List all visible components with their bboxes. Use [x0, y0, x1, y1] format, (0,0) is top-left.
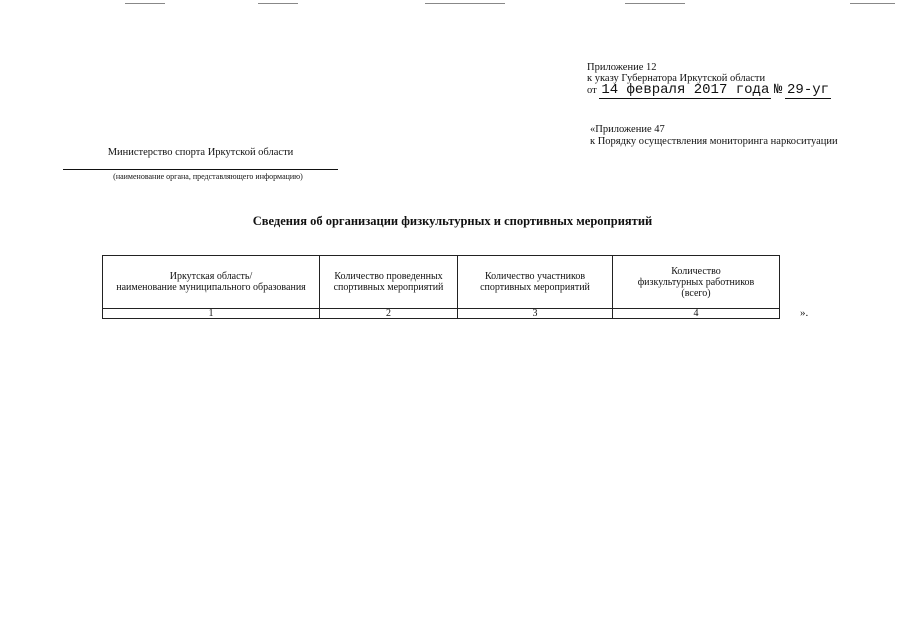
- header-workers-count: [613, 256, 780, 309]
- decree-number: 29-уг: [787, 82, 830, 98]
- data-table: [102, 255, 780, 319]
- ministry-underline: [63, 169, 338, 170]
- document-title: Сведения об организации физкультурных и спортивных мероприятий: [252, 214, 653, 228]
- ministry-name: Министерство спорта Иркутской области: [107, 147, 294, 158]
- header-participants-count: [458, 256, 613, 309]
- appendix-47-ref: к Порядку осуществления мониторинга наркоситуации: [590, 136, 838, 147]
- appendix-number: Приложение 12: [587, 62, 657, 73]
- header-region-label: Иркутская область/ наименование муниципального образования: [116, 271, 306, 293]
- decree-prefix: от: [587, 85, 597, 96]
- header-workers-count-label: Количество физкультурных работников (всего): [637, 265, 755, 299]
- decree-date: 14 февраля 2017 года: [601, 82, 770, 98]
- scan-artifact: [425, 3, 505, 4]
- column-number: 1: [103, 309, 320, 319]
- header-participants-count-label: Количество участников спортивных мероприятий: [480, 271, 590, 293]
- header-region: [103, 256, 320, 309]
- scan-artifact: [850, 3, 895, 4]
- appendix-decree-ref: к указу Губернатора Иркутской области: [587, 73, 766, 84]
- appendix-header: [587, 62, 765, 84]
- scan-artifact: [625, 3, 685, 4]
- appendix-47-number: «Приложение 47: [590, 124, 665, 135]
- table-row: [103, 309, 780, 319]
- scan-artifact: [125, 3, 165, 4]
- table-header-row: [103, 256, 780, 309]
- decree-number-sign: №: [773, 82, 783, 98]
- scan-artifact: [258, 3, 298, 4]
- closing-quote: ».: [800, 307, 809, 319]
- decree-date-line: [587, 82, 831, 98]
- header-events-count: [320, 256, 458, 309]
- column-number: 2: [320, 309, 458, 319]
- appendix-47-header: [590, 124, 838, 148]
- ministry-caption: (наименование органа, представляющего информацию): [113, 172, 303, 181]
- column-number: 4: [613, 309, 780, 319]
- header-events-count-label: Количество проведенных спортивных мероприятий: [333, 271, 444, 293]
- column-number: 3: [458, 309, 613, 319]
